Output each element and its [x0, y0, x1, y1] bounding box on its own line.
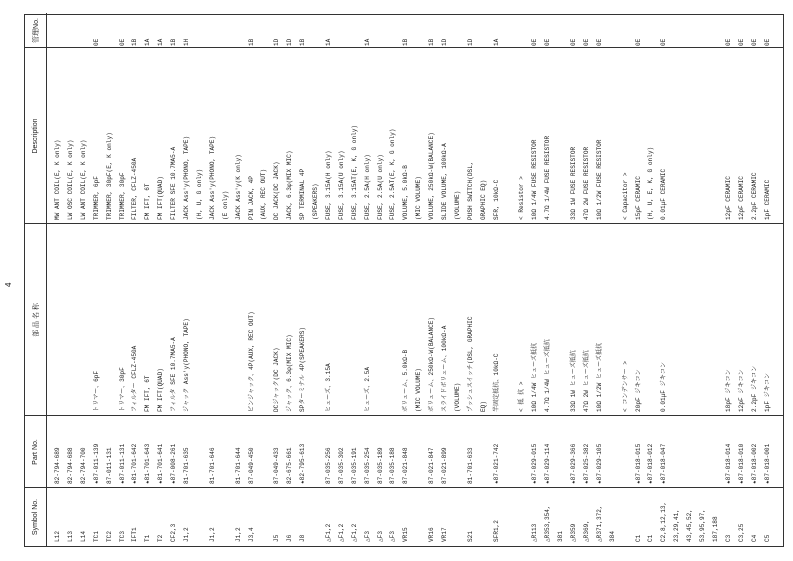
table-row	[195, 13, 204, 546]
symbol-cell: J1,2	[208, 527, 216, 542]
table-row	[92, 13, 101, 546]
symbol-cell: IFT1	[131, 527, 139, 542]
part-number-cell: ★87-029-105	[595, 443, 603, 484]
jp-name-cell: 1pF ジキコン	[763, 372, 771, 412]
description-cell: SLIDE VOLUME, 100kΩ-A	[441, 143, 448, 220]
description-cell: 4.7Ω 1/4W FUSE RESISTOR	[544, 135, 552, 220]
table-row	[634, 13, 643, 546]
jp-name-cell: ジャック Ass'y(PHONO, TAPE)	[183, 318, 190, 412]
mgmt-cell: 1B	[428, 38, 436, 46]
description-cell: JACK, 6.3φ(MIX MIC)	[286, 150, 294, 220]
mgmt-cell: 0E	[531, 38, 539, 46]
jp-name-cell: < 抵 抗 >	[518, 381, 526, 412]
symbol-cell: △F1,2	[324, 523, 332, 542]
table-row	[646, 13, 655, 546]
symbol-cell: J1,2	[234, 527, 242, 542]
header-part: Part No.	[25, 416, 47, 488]
part-number-cell: ★87-011-131	[118, 443, 126, 484]
parts-table	[24, 14, 784, 547]
description-cell: (MIC VOLUME)	[415, 176, 423, 220]
table-row	[285, 13, 294, 546]
description-cell: 10Ω 1/2W FUSE RESISTOR	[595, 139, 603, 220]
mgmt-cell: 0E	[118, 38, 126, 46]
part-number-cell: 81-701-635	[183, 447, 190, 484]
mgmt-cell: 1B	[247, 38, 255, 46]
table-row	[763, 13, 772, 546]
description-cell: (H, U, G only)	[195, 168, 203, 220]
table-row	[53, 13, 62, 546]
jp-name-cell: < コンデンサー >	[621, 360, 629, 412]
mgmt-cell: 1D	[286, 38, 294, 46]
symbol-cell: C1	[647, 534, 655, 542]
mgmt-cell: 0E	[660, 38, 668, 46]
part-number-cell: ★87-029-015	[531, 443, 539, 484]
jp-name-cell: フィルタ SFE 10.7MA5-A	[170, 337, 178, 412]
part-number-cell: ★87-018-012	[647, 443, 655, 484]
symbol-cell: △F1,2	[350, 523, 358, 542]
description-cell: 1pF CERAMIC	[763, 179, 771, 220]
table-row	[750, 13, 759, 546]
symbol-cell: △F3	[376, 531, 384, 542]
part-number-cell: 87-035-302	[337, 447, 345, 484]
jp-name-cell: トリマー、6pF	[92, 370, 100, 412]
description-cell: (H, U, E, K, G only)	[647, 146, 655, 220]
description-cell: LW ANT COIL(E, K only)	[79, 139, 87, 220]
description-cell: FM IFT(QUAD)	[157, 176, 165, 220]
jp-name-cell: 10Ω 1/2W ヒューズ抵抗	[595, 342, 603, 412]
description-cell: PUSH SWITCH(DSL,	[466, 161, 474, 220]
table-row	[453, 13, 462, 546]
table-row	[272, 13, 281, 546]
mgmt-cell: 0E	[570, 38, 577, 46]
mgmt-cell: 0E	[634, 38, 642, 46]
table-row	[659, 13, 668, 546]
description-cell: 47Ω 2W FUSE RESISTOR	[582, 146, 590, 220]
table-row	[234, 13, 243, 546]
description-cell: < Resistor >	[518, 176, 526, 220]
table-row	[259, 13, 268, 546]
part-number-cell: ★81-701-643	[144, 443, 152, 484]
table-row	[621, 13, 630, 546]
part-number-cell: 82-794-689	[54, 447, 61, 484]
symbol-cell: TC3	[118, 531, 126, 542]
description-cell: (E only)	[221, 190, 229, 220]
jp-name-cell: トリマー、30pF	[118, 367, 126, 412]
description-cell: FUSE, 3.15A(H only)	[324, 150, 332, 220]
table-row	[427, 13, 436, 546]
mgmt-cell: 0E	[92, 38, 100, 46]
symbol-cell: SFR1,2	[492, 520, 500, 542]
table-row	[388, 13, 397, 546]
symbol-cell: J3,4	[247, 527, 255, 542]
symbol-cell: L12	[54, 531, 61, 542]
jp-name-cell: フィルター CFLZ-450A	[131, 345, 139, 412]
jp-name-cell: プッシュスイッチ(DSL, GRAPHIC	[466, 316, 474, 412]
symbol-cell: J6	[286, 534, 294, 542]
part-number-cell: 87-035-188	[389, 447, 397, 484]
table-row	[156, 13, 165, 546]
symbol-cell: C2,8,12,13,	[660, 501, 668, 542]
description-cell: 15pF CERAMIC	[634, 176, 642, 220]
description-cell: JACK Ass'y(PHONO, TAPE)	[183, 135, 190, 220]
jp-name-cell: EQ)	[479, 401, 487, 412]
part-number-cell: 87-049-433	[273, 447, 281, 484]
table-row	[311, 13, 320, 546]
symbol-cell: T2	[157, 534, 165, 542]
jp-name-cell: ボリューム、5.0kΩ-B	[402, 349, 410, 412]
symbol-cell: △F3	[363, 531, 371, 542]
symbol-cell: L14	[79, 531, 87, 542]
jp-name-cell: 47Ω 2W ヒューズ抵抗	[582, 350, 590, 412]
part-number-cell: 87-021-847	[428, 447, 436, 484]
description-cell: 2.2pF CERAMIC	[750, 172, 758, 220]
jp-name-cell: 20pF ジキコン	[634, 369, 642, 412]
mgmt-cell: 1A	[144, 38, 152, 46]
jp-name-cell: (VOLUME)	[453, 382, 461, 412]
table-row	[169, 13, 178, 546]
symbol-cell: C3,25	[737, 523, 745, 542]
table-row	[118, 13, 127, 546]
symbol-cell: △F1,2	[337, 523, 345, 542]
symbol-cell: C4	[750, 534, 758, 542]
symbol-cell: 43,45,52,	[686, 509, 694, 542]
description-cell: FILTER SFE 10.7MA5-A	[170, 146, 178, 220]
jp-name-cell: スライドボリューム、100kΩ-A	[441, 325, 448, 412]
mgmt-cell: 0E	[595, 38, 603, 46]
description-cell: VOLUME, 5.0kΩ-B	[402, 165, 410, 220]
symbol-cell: L13	[66, 531, 74, 542]
mgmt-cell: 1D	[273, 38, 281, 46]
jp-name-cell: FM IFT(QUAD)	[157, 368, 165, 412]
mgmt-cell: 1D	[466, 38, 474, 46]
description-cell: 33Ω 1W FUSE RESISTOR	[570, 146, 577, 220]
mgmt-cell: 0E	[750, 38, 758, 46]
part-number-cell: ★87-018-014	[724, 443, 732, 484]
table-row	[414, 13, 423, 546]
mgmt-cell: 0E	[724, 38, 732, 46]
jp-name-cell: 2.2pF ジキコン	[750, 365, 758, 412]
description-cell: FUSE, 3.15A(U only)	[337, 150, 345, 220]
symbol-cell: VR16	[428, 527, 436, 542]
mgmt-cell: 1B	[131, 38, 139, 46]
table-row	[492, 13, 501, 546]
table-row	[466, 13, 475, 546]
description-cell: FUSE, 2.5A(U only)	[376, 154, 384, 220]
description-cell: FILTER, CFLZ-450A	[131, 157, 139, 220]
table-row	[595, 13, 604, 546]
symbol-cell: VR15	[402, 527, 410, 542]
table-row	[79, 13, 88, 546]
mgmt-cell: 1A	[363, 38, 371, 46]
table-row	[556, 13, 565, 546]
part-number-cell: 87-035-189	[376, 447, 384, 484]
description-cell: GRAPHIC EQ)	[479, 179, 487, 220]
description-cell: SFR, 10kΩ-C	[492, 179, 500, 220]
description-cell: JACK Ass'y(K only)	[234, 154, 242, 220]
table-row	[208, 13, 217, 546]
table-row	[517, 13, 526, 546]
jp-name-cell: FM IFT, 6T	[144, 375, 152, 412]
description-cell: FM IFT, 6T	[144, 183, 152, 220]
mgmt-cell: 1B	[170, 38, 178, 46]
table-row	[401, 13, 410, 546]
jp-name-cell: 33Ω 1W ヒューズ抵抗	[570, 350, 577, 412]
table-row	[582, 13, 591, 546]
part-number-cell: ★87-029-366	[570, 443, 577, 484]
symbol-cell: TC1	[92, 531, 100, 542]
part-number-cell: ★87-018-015	[634, 443, 642, 484]
mgmt-cell: 1B	[299, 38, 307, 46]
part-number-cell: ★87-018-010	[737, 443, 745, 484]
description-cell: TRIMMER, 6pF	[92, 176, 100, 220]
description-cell: TRIMMER, 30pF(E, K only)	[105, 132, 113, 220]
part-number-cell: ★87-029-114	[544, 443, 552, 484]
symbol-cell: C1	[634, 534, 642, 542]
description-cell: FUSE, 2.5AT(E, K, G only)	[389, 128, 397, 220]
table-row	[247, 13, 256, 546]
description-cell: PIN JACK, 4P	[247, 176, 255, 220]
symbol-cell: 187,188	[711, 516, 719, 542]
part-number-cell: ★87-018-001	[763, 443, 771, 484]
header-mgmt: 管理No.	[25, 13, 47, 48]
table-row	[363, 13, 372, 546]
table-row	[182, 13, 191, 546]
table-row	[324, 13, 333, 546]
table-row	[608, 13, 617, 546]
table-row	[530, 13, 539, 546]
part-number-cell: 87-035-191	[350, 447, 358, 484]
part-number-cell: 82-794-688	[66, 447, 74, 484]
symbol-cell: CF2,3	[170, 523, 178, 542]
part-number-cell: ★81-701-641	[157, 443, 165, 484]
symbol-cell: △R369,	[582, 520, 590, 542]
jp-name-cell: ヒューズ、2.5A	[363, 367, 371, 412]
part-number-cell: ★87-008-261	[170, 443, 178, 484]
symbol-cell: T1	[144, 534, 152, 542]
page-number: 4	[4, 282, 13, 287]
description-cell: FUSE, 3.15AT(E, K, G only)	[350, 124, 358, 220]
mgmt-cell: 1A	[324, 38, 332, 46]
description-cell: TRIMMER, 30pF	[118, 172, 126, 220]
table-row	[337, 13, 346, 546]
part-number-cell: ★87-021-742	[492, 443, 500, 484]
jp-name-cell: 4.7Ω 1/4W ヒューズ抵抗	[544, 339, 552, 412]
table-row	[724, 13, 733, 546]
jp-name-cell: ヒューズ、3.15A	[324, 363, 332, 412]
symbol-cell: C5	[763, 534, 771, 542]
jp-name-cell: (MIC VOLUME)	[415, 368, 423, 412]
part-number-cell: 81-701-646	[208, 447, 216, 484]
table-row	[505, 13, 514, 546]
description-cell: MW ANT COIL(E, K only)	[54, 139, 61, 220]
description-cell: 12pF CERAMIC	[737, 176, 745, 220]
mgmt-cell: 1D	[441, 38, 448, 46]
description-cell: SP TERMINAL 4P	[299, 168, 307, 220]
part-number-cell: 87-049-450	[247, 447, 255, 484]
symbol-cell: C3	[724, 534, 732, 542]
symbol-cell: VR17	[441, 527, 448, 542]
mgmt-cell: 0E	[582, 38, 590, 46]
table-row	[143, 13, 152, 546]
symbol-cell: △F3	[389, 531, 397, 542]
table-row	[350, 13, 359, 546]
description-cell: < Capacitor >	[621, 172, 629, 220]
symbol-cell: △R371,372,	[595, 505, 603, 542]
part-number-cell: 87-021-899	[441, 447, 448, 484]
description-cell: FUSE, 2.5A(H only)	[363, 154, 371, 220]
part-number-cell: 82-675-661	[286, 447, 294, 484]
jp-name-cell: 半固定抵抗、10kΩ-C	[492, 353, 500, 412]
description-cell: (VOLUME)	[453, 190, 461, 220]
table-row	[105, 13, 114, 546]
symbol-cell: J1,2	[183, 527, 190, 542]
mgmt-cell: 0E	[544, 38, 552, 46]
table-row	[672, 13, 681, 546]
symbol-cell: S21	[466, 531, 474, 542]
header-description: Description	[25, 48, 47, 224]
description-cell: LW OSC COIL(E, K only)	[66, 139, 74, 220]
jp-name-cell: ピンジャック、4P(AUX, REC OUT)	[247, 311, 255, 412]
table-row	[737, 13, 746, 546]
table-row	[298, 13, 307, 546]
table-row	[711, 13, 720, 546]
jp-name-cell: 18pF ジキコン	[724, 369, 732, 412]
table-row	[698, 13, 707, 546]
mgmt-cell: 1H	[183, 38, 190, 46]
jp-name-cell: ジャック、6.3φ(MIX MIC)	[286, 334, 294, 412]
description-cell: 12pF CERAMIC	[724, 176, 732, 220]
table-row	[479, 13, 488, 546]
mgmt-cell: 1A	[492, 38, 500, 46]
symbol-cell: △R359	[570, 523, 577, 542]
table-row	[130, 13, 139, 546]
part-number-cell: ★87-025-382	[582, 443, 590, 484]
mgmt-cell: 1B	[402, 38, 410, 46]
symbol-cell: J5	[273, 534, 281, 542]
table-row	[685, 13, 694, 546]
description-cell: 0.01μF CERAMIC	[660, 168, 668, 220]
jp-name-cell: ボリューム、250kΩ-W(BALANCE)	[428, 316, 436, 412]
description-cell: DC JACK(DC JACK)	[273, 161, 281, 220]
header-symbol: Symbol No.	[25, 488, 47, 546]
table-row	[221, 13, 230, 546]
part-number-cell: 87-021-848	[402, 447, 410, 484]
part-number-cell: 81-701-644	[234, 447, 242, 484]
part-number-cell: ★81-701-642	[131, 443, 139, 484]
header-jp-name: 部 品 名 称	[25, 224, 47, 416]
part-number-cell: 87-035-256	[324, 447, 332, 484]
part-number-cell: 82-794-700	[79, 447, 87, 484]
symbol-cell: TC2	[105, 531, 113, 542]
part-number-cell: ★87-018-002	[750, 443, 758, 484]
mgmt-cell: 0E	[737, 38, 745, 46]
description-cell: (SPEAKERS)	[312, 183, 319, 220]
jp-name-cell: DCジャック(DC JACK)	[273, 347, 281, 412]
part-number-cell: ★87-011-139	[92, 443, 100, 484]
mgmt-cell: 0E	[763, 38, 771, 46]
description-cell: (AUX, REC OUT)	[260, 168, 268, 220]
description-cell: JACK Ass'y(PHONO, TAPE)	[208, 135, 216, 220]
symbol-cell: 381	[557, 531, 565, 542]
symbol-cell: △R113	[531, 523, 539, 542]
symbol-cell: 384	[608, 531, 616, 542]
symbol-cell: 53,95,97,	[699, 509, 706, 542]
mgmt-cell: 1A	[157, 38, 165, 46]
description-cell: 10Ω 1/4W FUSE RESISTOR	[531, 139, 539, 220]
symbol-cell: 23,29,41,	[673, 509, 681, 542]
part-number-cell: 87-035-254	[363, 447, 371, 484]
part-number-cell: ★82-795-613	[299, 443, 307, 484]
jp-name-cell: 0.01μF ジキコン	[660, 362, 668, 412]
part-number-cell: 87-011-131	[105, 447, 113, 484]
table-row	[440, 13, 449, 546]
jp-name-cell: 10Ω 1/4W ヒューズ抵抗	[531, 342, 539, 412]
table-row	[543, 13, 552, 546]
description-cell: VOLUME, 250kΩ-W(BALANCE)	[428, 132, 436, 220]
jp-name-cell: SPターミナル 4P(SPEAKERS)	[299, 326, 307, 412]
part-number-cell: 81-701-633	[466, 447, 474, 484]
table-row	[376, 13, 385, 546]
symbol-cell: △R353,354,	[544, 505, 552, 542]
part-number-cell: ★87-018-047	[660, 443, 668, 484]
table-row	[569, 13, 578, 546]
symbol-cell: J8	[299, 534, 307, 542]
table-row	[66, 13, 75, 546]
jp-name-cell: 12pF ジキコン	[737, 369, 745, 412]
